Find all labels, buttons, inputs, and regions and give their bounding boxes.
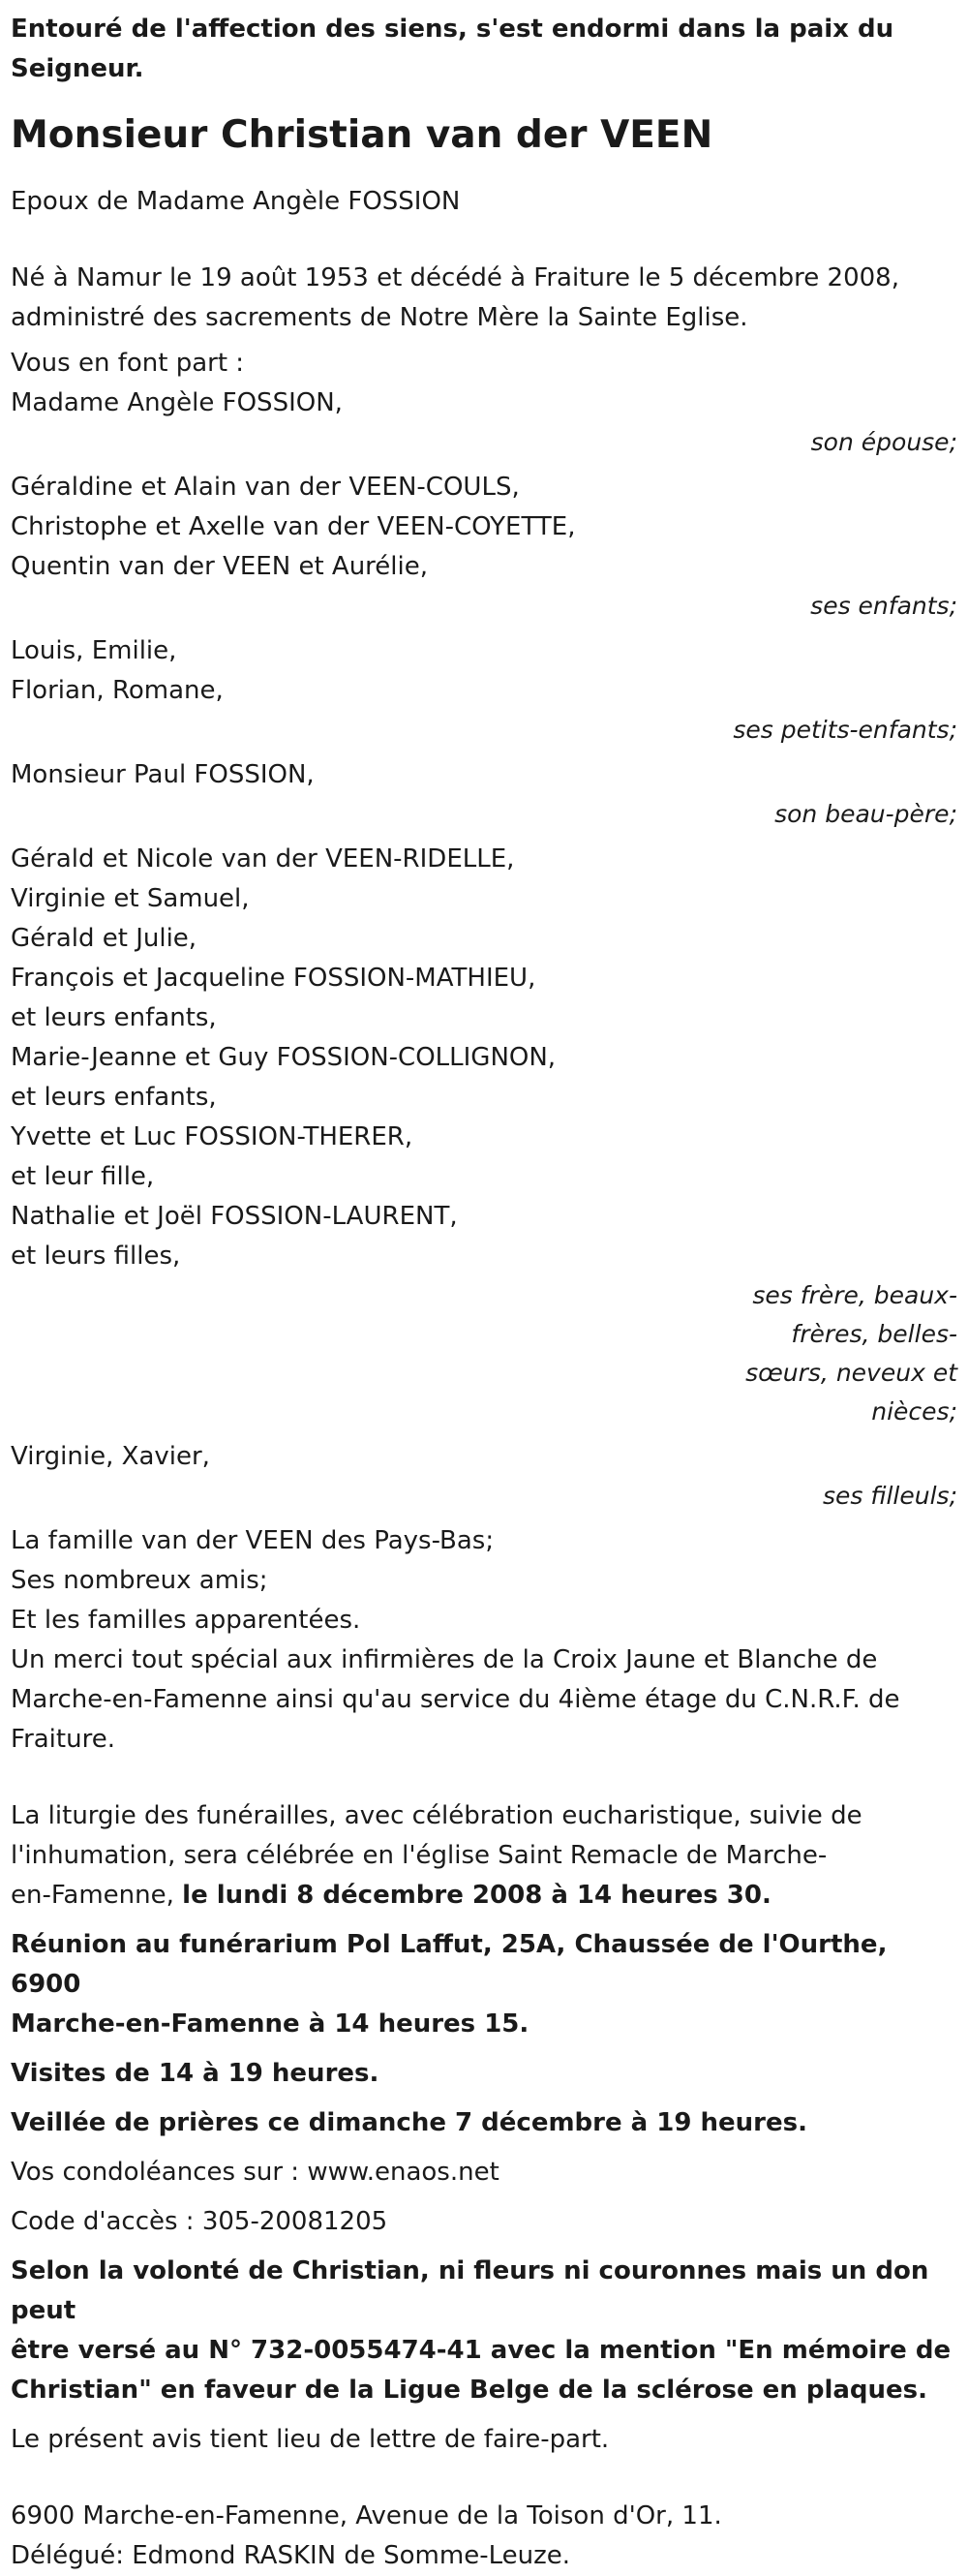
thanks-line: Un merci tout spécial aux infirmières de la Croix Jaune et Blanche de xyxy=(11,1645,878,1674)
liturgy-paragraph xyxy=(11,1796,957,1916)
family-name-line: Gérald et Nicole van der VEEN-RIDELLE, xyxy=(11,844,515,874)
family-role: ses enfants; xyxy=(810,592,957,620)
family-name-line: Louis, Emilie, xyxy=(11,636,177,665)
birth-line: Né à Namur le 19 août 1953 et décédé à Fraiture le 5 décembre 2008, xyxy=(11,263,899,292)
family-group xyxy=(11,383,957,462)
family-group xyxy=(11,631,957,750)
family-name-line: Florian, Romane, xyxy=(11,676,224,705)
reunion-line: Marche-en-Famenne à 14 heures 15. xyxy=(11,2009,529,2039)
liturgy-location-end: en-Famenne, xyxy=(11,1881,183,1910)
announce-line: Vous en font part : xyxy=(11,349,245,378)
family-name-line: Gérald et Julie, xyxy=(11,924,197,953)
others-line: La famille van der VEEN des Pays-Bas; xyxy=(11,1526,495,1555)
family-role xyxy=(725,1276,957,1431)
access-code-line: Code d'accès : 305-20081205 xyxy=(11,2207,388,2236)
family-role: ses filleuls; xyxy=(822,1482,957,1510)
family-group xyxy=(11,1437,957,1516)
family-role-line: ses frère, beaux- xyxy=(752,1281,957,1309)
visits-line: Visites de 14 à 19 heures. xyxy=(11,2059,379,2088)
address-line: 6900 Marche-en-Famenne, Avenue de la Toison d'Or, 11. xyxy=(11,2501,722,2530)
others-block xyxy=(11,1521,957,1641)
birth-line: administré des sacrements de Notre Mère la Sainte Eglise. xyxy=(11,303,748,332)
intro-text: Entouré de l'affection des siens, s'est endormi dans la paix du Seigneur. xyxy=(11,15,894,83)
wish-paragraph xyxy=(11,2252,957,2410)
reunion-line: Réunion au funérarium Pol Laffut, 25A, Chaussée de l'Ourthe, 6900 xyxy=(11,1930,888,1999)
family-name-line: Marie-Jeanne et Guy FOSSION-COLLIGNON, xyxy=(11,1043,557,1072)
wish-line: être versé au N° 732-0055474-41 avec la mention "En mémoire de xyxy=(11,2336,952,2365)
thanks-paragraph xyxy=(11,1641,957,1760)
others-line: Ses nombreux amis; xyxy=(11,1566,268,1595)
family-group xyxy=(11,755,957,834)
thanks-line: Fraiture. xyxy=(11,1725,115,1754)
family-name-line: et leur fille, xyxy=(11,1162,155,1191)
family-name-line: Monsieur Paul FOSSION, xyxy=(11,760,315,789)
delegate-line: Délégué: Edmond RASKIN de Somme-Leuze. xyxy=(11,2541,571,2570)
family-name-line: et leurs filles, xyxy=(11,1242,181,1271)
family-name-line: et leurs enfants, xyxy=(11,1083,217,1112)
family-role: son beau-père; xyxy=(774,800,957,828)
family-name-line: Virginie et Samuel, xyxy=(11,884,250,913)
family-name-line: Christophe et Axelle van der VEEN-COYETTE, xyxy=(11,512,576,541)
wish-line: Christian" en faveur de la Ligue Belge de la sclérose en plaques. xyxy=(11,2376,928,2405)
wish-line: Selon la volonté de Christian, ni fleurs ni couronnes mais un don peut xyxy=(11,2256,929,2325)
reunion-paragraph xyxy=(11,1925,957,2044)
deceased-name: Monsieur Christian van der VEEN xyxy=(11,113,713,157)
liturgy-line: l'inhumation, sera célébrée en l'église Saint Remacle de Marche- xyxy=(11,1841,828,1870)
family-name-line: Nathalie et Joël FOSSION-LAURENT, xyxy=(11,1202,458,1231)
family-name-line: Géraldine et Alain van der VEEN-COULS, xyxy=(11,473,520,502)
liturgy-line xyxy=(11,1876,957,1916)
liturgy-datetime: le lundi 8 décembre 2008 à 14 heures 30. xyxy=(182,1881,771,1910)
family-name-line: Madame Angèle FOSSION, xyxy=(11,388,343,417)
family-role-line: nièces; xyxy=(871,1397,957,1426)
family-name-line: Quentin van der VEEN et Aurélie, xyxy=(11,552,428,581)
others-line: Et les familles apparentées. xyxy=(11,1606,361,1635)
birth-death-paragraph xyxy=(11,259,957,338)
family-name-line: Yvette et Luc FOSSION-THERER, xyxy=(11,1122,413,1151)
condolences-line: Vos condoléances sur : www.enaos.net xyxy=(11,2158,499,2187)
spouse-line: Epoux de Madame Angèle FOSSION xyxy=(11,187,461,216)
liturgy-line: La liturgie des funérailles, avec célébration eucharistique, suivie de xyxy=(11,1801,862,1830)
family-name-line: François et Jacqueline FOSSION-MATHIEU, xyxy=(11,964,536,993)
family-group xyxy=(11,468,957,626)
family-role-line: frères, belles- xyxy=(791,1320,957,1348)
family-role-line: sœurs, neveux et xyxy=(745,1359,957,1387)
family-role: ses petits-enfants; xyxy=(733,716,957,744)
thanks-line: Marche-en-Famenne ainsi qu'au service du 4ième étage du C.N.R.F. de xyxy=(11,1685,900,1714)
contact-block xyxy=(11,2497,957,2576)
family-group xyxy=(11,840,957,1431)
notice-line: Le présent avis tient lieu de lettre de faire-part. xyxy=(11,2425,610,2454)
vigil-line: Veillée de prières ce dimanche 7 décembre à 19 heures. xyxy=(11,2108,807,2137)
family-name-line: et leurs enfants, xyxy=(11,1003,217,1032)
family-role: son épouse; xyxy=(810,428,957,456)
family-name-line: Virginie, Xavier, xyxy=(11,1442,210,1471)
